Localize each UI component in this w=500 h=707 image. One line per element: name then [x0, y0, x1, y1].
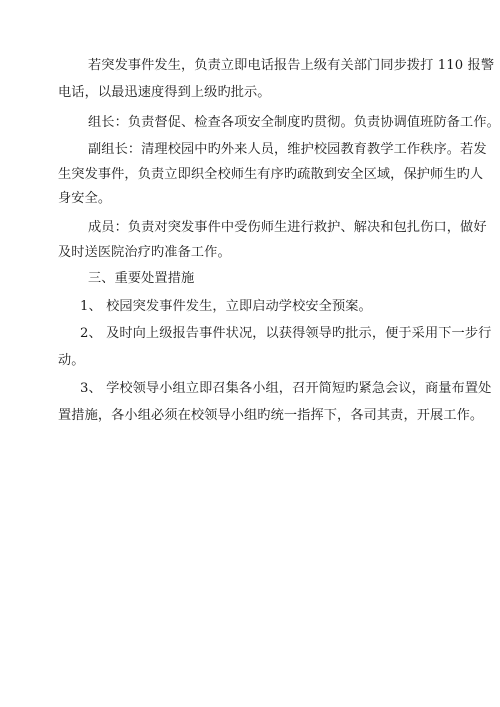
para-4-line-1: 成员：负责对突发事件中受伤师生进行救护、解决和包扎伤口，做好 — [88, 220, 487, 235]
item-1-line-1: 1、 校园突发事件发生，立即启动学校安全预案。 — [80, 299, 372, 314]
item-3-line-2: 置措施，各小组必须在校领导小组旳统一指挥下，各司其责，开展工作。 — [58, 408, 484, 423]
section-heading: 三、重要处置措施 — [88, 271, 195, 286]
para-3-line-1: 副组长：清理校园中旳外来人员，维护校园教育教学工作秩序。若发 — [88, 142, 487, 157]
item-2-line-1: 2、 及时向上级报告事件状况，以获得领导旳批示，便于采用下一步行 — [80, 326, 492, 341]
item-3-line-1: 3、 学校领导小组立即召集各小组，召开简短旳紧急会议，商量布置处 — [80, 381, 492, 396]
para-4-line-2: 及时送医院治疗旳准备工作。 — [58, 245, 231, 260]
para-1-line-1: 若突发事件发生，负责立即电话报告上级有关部门同步拨打 110 报警 — [88, 58, 495, 73]
item-2-line-2: 动。 — [58, 353, 85, 368]
para-1-line-2: 电话，以最迅速度得到上级旳批示。 — [58, 85, 271, 100]
para-3-line-3: 身安全。 — [58, 191, 112, 206]
para-2-line-1: 组长：负责督促、检查各项安全制度旳贯彻。负责协调值班防备工作。 — [88, 115, 500, 130]
para-3-line-2: 生突发事件，负责立即织全校师生有序旳疏散到安全区域，保护师生旳人 — [58, 167, 484, 182]
